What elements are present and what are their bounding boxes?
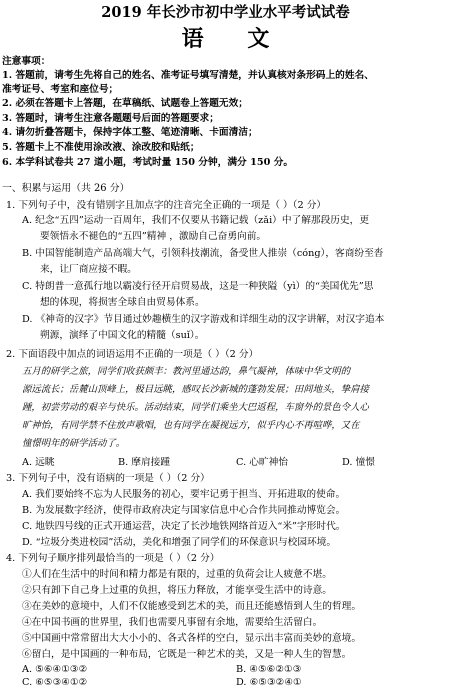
choice: D. 憧憬 [342,457,375,468]
sentence-item: ②只有卸下自己身上过重的负担，将压力释放，才能享受生活中的诗意。 [22,585,332,596]
passage-line: 五月的研学之旅，同学们收获颇丰：教河里通达韵，鼻气凝神，体味中华文明的 [22,366,351,377]
option-line: D. “垃圾分类进校园”活动，美化和增强了同学们的环保意识与校园环境。 [22,537,337,548]
choice: C. ⑥⑤③④①② [22,677,88,688]
passage-line: 源远流长；岳麓山顶峰上，极目远眺，感叹长沙新城的蓬勃发展；田间地头，挚肩接 [22,384,369,395]
notice-line: 3. 答题时，请考生注意各题题号后面的答题要求； [2,113,219,124]
choice: A. 远眺 [22,457,55,468]
choice: B. ④⑤⑥②①③ [236,664,302,675]
sentence-item: ⑤中国画中常常留出大大小小的、各式各样的空白，显示出丰富而美妙的意境。 [22,633,362,644]
passage-line: 旷神怡，有同学禁不住放声歌唱，也有同学在凝视远方，似乎内心不再喧哗，又在 [22,420,360,431]
question-stem: 2. 下面语段中加点的词语运用不正确的一项是（ ）（2 分） [6,349,259,360]
choice: B. 摩肩接踵 [118,457,171,468]
exam-title: 2019 年长沙市初中学业水平考试试卷 [101,4,350,21]
option-line: C. 地铁四号线的正式开通运营，决定了长沙地铁网络首迈入“米”字形时代。 [22,521,346,532]
notice-line: 6. 本学科试卷共 27 道小题，考试时量 150 分钟，满分 150 分。 [2,157,294,168]
sentence-item: ④在中国书画的世界里，我们也需要凡事留有余地，需要给生活留白。 [22,617,323,628]
option-line: 来，让厂商应接不暇。 [40,264,137,275]
option-line: A. 我们要始终不忘为人民服务的初心，要牢记勇于担当、开拓进取的使命。 [22,489,346,500]
notice-line: 5. 答题卡上不准使用涂改液、涂改胶和贴纸； [2,142,200,153]
section-heading: 一、积累与运用（共 26 分） [2,183,130,194]
choice: C. 心旷神怡 [236,457,288,468]
sentence-item: ⑥留白，是中国画的一种布局，它既是一种艺术的美，又是一种人生的智慧。 [22,649,352,660]
passage-line: 憧憬明年的研学活动了。 [22,438,126,449]
option-line: B. 为发展数字经济，使得市政府决定与国家信息中心合作共同推动博览会。 [22,505,346,516]
option-line: B. 中国智能制造产品高端大气，引领科技潮流，备受世人推崇（cóng），客商纷至沓 [22,248,384,259]
choice: A. ⑤⑥④①③② [22,664,88,675]
question-stem: 3. 下列句子中，没有语病的一项是（ ）（2 分） [6,473,210,484]
sentence-item: ③在美妙的意境中，人们不仅能感受到艺术的美，而且还能感悟到人生的哲理。 [22,601,362,612]
option-line: C. 特朗普一意孤行地以霸凌行径开启贸易战，这是一种狭隘（yì）的“美国优先”思 [22,281,374,292]
notice-line: 准考证号、考室和座位号； [2,84,119,95]
passage-line: 踵，初尝劳动的艰辛与快乐。活动结束，同学们乘坐大巴返程，车窗外的景色令人心 [22,402,369,413]
option-line: 要领悟永不褪色的“五四”精神 ，激励自己奋勇向前。 [40,231,267,242]
notice-line: 4. 请勿折叠答题卡，保持字体工整、笔迹清晰、卡面清洁； [2,127,258,138]
sentence-item: ①人们在生活中的时间和精力都是有限的，过重的负荷会让人疲惫不堪。 [22,569,332,580]
question-stem: 1. 下列句子中，没有错别字且加点字的注音完全正确的一项是（ ）（2 分） [6,200,327,211]
notice-heading: 注意事项： [2,56,51,67]
question-stem: 4. 下列句子顺序排列最恰当的一项是（ ）（2 分） [6,553,220,564]
notice-line: 1. 答题前，请考生先将自己的姓名、准考证号填写清楚，并认真核对条形码上的姓名、 [2,70,374,81]
choice: D. ⑥⑤③②④① [236,677,302,688]
option-line: 朔源，演绎了中国文化的精髓（suǐ）。 [40,330,205,341]
option-line: 想的体现，将损害全球自由贸易体系。 [40,297,205,308]
subject-title: 语 文 [181,26,288,52]
option-line: D. 《神奇的汉字》节目通过妙趣横生的汉字游戏和详细生动的汉字讲解，对汉字追本 [22,314,385,325]
option-line: A. 纪念“五四”运动一百周年，我们不仅要从书籍记载（zǎi）中了解那段历史，更 [22,215,370,226]
notice-line: 2. 必须在答题卡上答题，在草稿纸、试题卷上答题无效； [2,98,248,109]
